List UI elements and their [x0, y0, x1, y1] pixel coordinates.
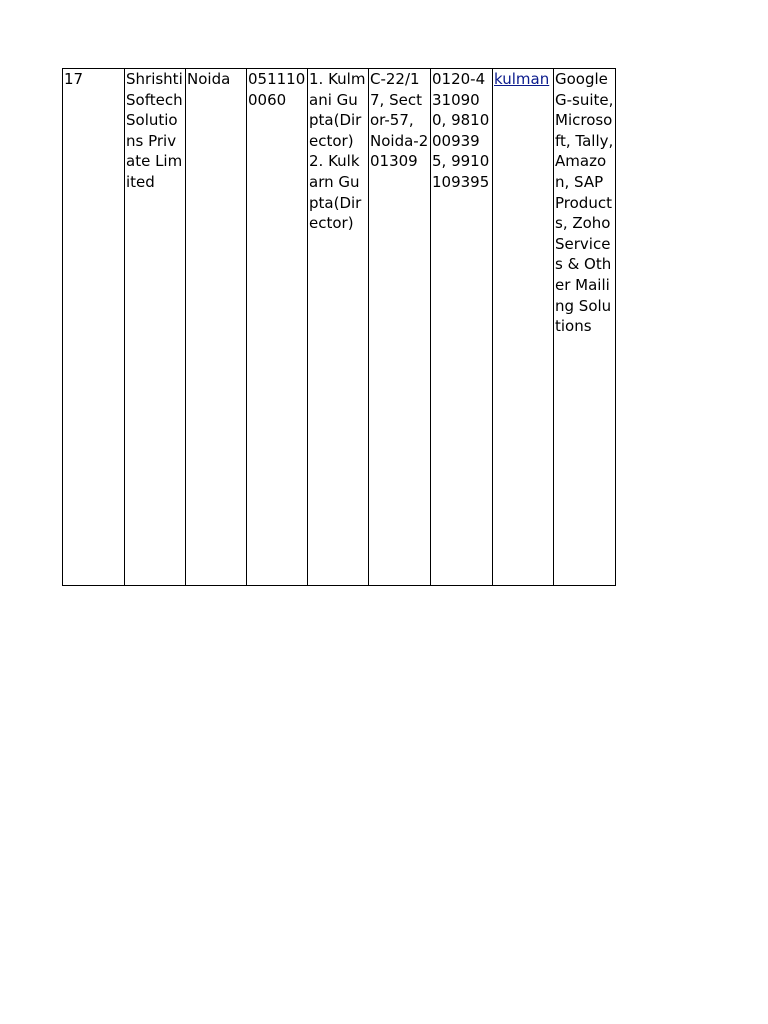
- email-link[interactable]: kulman: [494, 70, 550, 88]
- directors-cell: [308, 69, 369, 586]
- address-text: C-22/17, Sector-57, Noida-201309: [370, 70, 429, 171]
- company-cell: [125, 69, 186, 586]
- email-cell: [493, 69, 554, 586]
- products-text: Google G-suite, Microsoft, Tally, Amazon, SAP Products, Zoho Services & Other Mailing Solutions: [555, 70, 614, 336]
- phone-cell: [431, 69, 493, 586]
- address-cell: [369, 69, 431, 586]
- phone-numbers: 0120-4310900, 9810009395, 9910109395: [432, 70, 490, 191]
- company-code: 0511100060: [248, 70, 306, 109]
- serial-cell: [63, 69, 125, 586]
- products-cell: [554, 69, 616, 586]
- code-cell: [247, 69, 308, 586]
- city-name: Noida: [187, 70, 231, 88]
- directors-text: 1. Kulmani Gupta(Director) 2. Kulkarn Gupta(Director): [309, 70, 366, 233]
- city-cell: [186, 69, 247, 586]
- company-name: Shrishti Softech Solutions Private Limited: [126, 70, 183, 191]
- company-table: [62, 68, 616, 586]
- table-row: [63, 69, 616, 586]
- serial-number: 17: [64, 70, 84, 88]
